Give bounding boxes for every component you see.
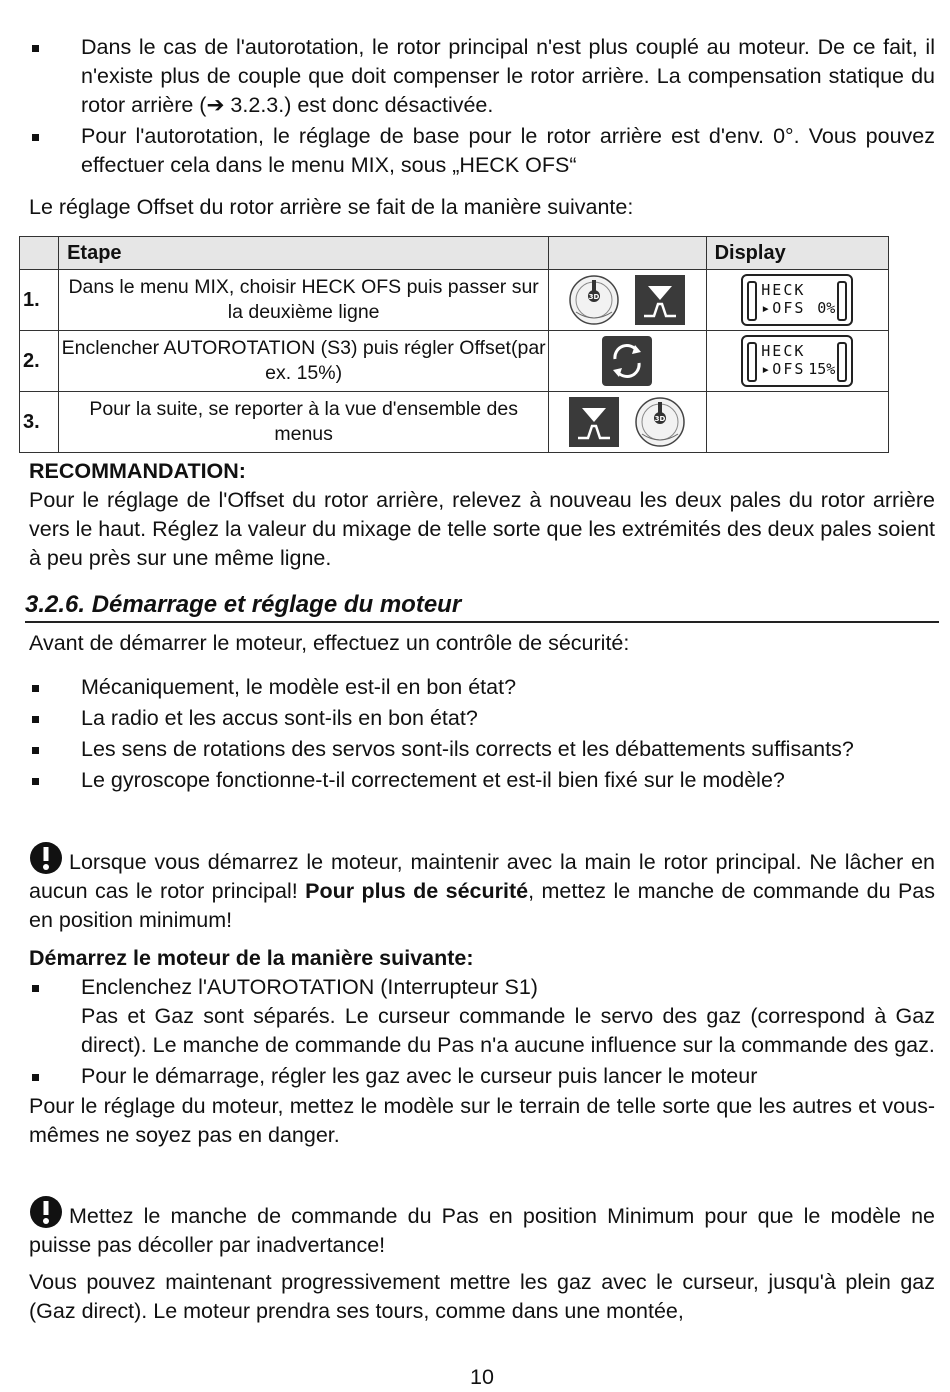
- intro-bullet: Pour l'autorotation, le réglage de base pour le rotor arrière est d'env. 0°. Vous pouvez effectuer cela dans le menu MIX, sous „HECK OFS“: [29, 122, 935, 180]
- svg-text:3D: 3D: [655, 415, 666, 423]
- lcd-line2: ▸OFS: [761, 360, 806, 378]
- start-title: Démarrez le moteur de la manière suivante:: [29, 946, 474, 970]
- warning-paragraph: Mettez le manche de commande du Pas en position Minimum pour que le modèle ne puisse pas décoller par inadvertance!: [29, 1195, 935, 1260]
- list-item: Enclenchez l'AUTOROTATION (Interrupteur S1): [29, 973, 935, 1002]
- display-cell: [706, 270, 888, 331]
- step-number: 3.: [20, 392, 59, 453]
- step-icons: [549, 270, 706, 331]
- display-cell: [706, 331, 888, 392]
- lcd-value: 0%: [817, 299, 836, 317]
- step-text: Enclencher AUTOROTATION (S3) puis régler Offset(par ex. 15%): [59, 331, 549, 392]
- offset-intro: Le réglage Offset du rotor arrière se fait de la manière suivante:: [29, 195, 634, 219]
- recommendation-text: Pour le réglage de l'Offset du rotor arrière, relevez à nouveau les deux pales du rotor arrière vers le haut. Réglez la valeur du mixage de telle sorte que les extrémités des deux pales soient à peu près sur une même ligne.: [29, 488, 935, 570]
- step-number: 2.: [20, 331, 59, 392]
- table-header-num: [20, 237, 59, 270]
- final-paragraph: Vous pouvez maintenant progressivement mettre les gaz avec le curseur, jusqu'à plein gaz (Gaz direct). Le moteur prendra ses tours, comme dans une montée,: [29, 1270, 935, 1323]
- adjust-text: Pour le réglage du moteur, mettez le modèle sur le terrain de telle sorte que les autres et vous-mêmes ne soyez pas en danger.: [29, 1094, 935, 1147]
- list-item: Pour le démarrage, régler les gaz avec le curseur puis lancer le moteur: [29, 1062, 935, 1091]
- table-header-icons: [549, 237, 706, 270]
- table-row: [20, 331, 889, 392]
- offset-table: [19, 236, 889, 453]
- section-intro: Avant de démarrer le moteur, effectuez un contrôle de sécurité:: [29, 631, 630, 655]
- 3d-knob-icon: [634, 396, 686, 448]
- section-heading: 3.2.6. Démarrage et réglage du moteur: [25, 591, 462, 618]
- warning-paragraph: Lorsque vous démarrez le moteur, maintenir avec la main le rotor principal. Ne lâcher en aucun cas le rotor principal! Pour plus de sécurité, mettez le manche de commande du Pas en position minimum!: [29, 841, 935, 935]
- step-number: 1.: [20, 270, 59, 331]
- table-header-display: Display: [706, 237, 888, 270]
- recommendation-title: RECOMMANDATION:: [29, 459, 246, 483]
- lcd-value: 15%: [808, 360, 836, 378]
- pitch-curve-icon: [634, 274, 686, 326]
- table-row: [20, 392, 889, 453]
- lcd-line2: ▸OFS: [761, 299, 806, 317]
- table-row: [20, 270, 889, 331]
- list-item: Les sens de rotations des servos sont-ils corrects et les débattements suffisants?: [29, 735, 935, 764]
- list-item: La radio et les accus sont-ils en bon état?: [29, 704, 935, 733]
- svg-text:3D: 3D: [589, 293, 600, 301]
- lcd-line1: HECK: [761, 342, 806, 360]
- step-icons: [549, 331, 706, 392]
- display-cell: [706, 392, 888, 453]
- autorotation-switch-icon: [601, 335, 653, 387]
- lcd-line1: HECK: [761, 281, 806, 299]
- pitch-curve-icon: [568, 396, 620, 448]
- lcd-display: [741, 335, 853, 387]
- checklist: [29, 673, 935, 795]
- start-detail: Pas et Gaz sont séparés. Le curseur commande le servo des gaz (correspond à Gaz direct). Le manche de commande du Pas n'a aucune influence sur la commande des gaz.: [81, 1004, 935, 1057]
- warning-icon: [29, 841, 63, 875]
- page-number: 10: [470, 1365, 494, 1389]
- lcd-display: [741, 274, 853, 326]
- list-item: Le gyroscope fonctionne-t-il correctement et est-il bien fixé sur le modèle?: [29, 766, 935, 795]
- intro-bullet: Dans le cas de l'autorotation, le rotor principal n'est plus couplé au moteur. De ce fait, il n'existe plus de couple que doit compenser le rotor arrière. La compensation statique du rotor arrière (➔ 3.2.3.) est donc désactivée.: [29, 33, 935, 120]
- 3d-knob-icon: [568, 274, 620, 326]
- step-icons: [549, 392, 706, 453]
- step-text: Pour la suite, se reporter à la vue d'ensemble des menus: [59, 392, 549, 453]
- step-text: Dans le menu MIX, choisir HECK OFS puis passer sur la deuxième ligne: [59, 270, 549, 331]
- list-item: Mécaniquement, le modèle est-il en bon état?: [29, 673, 935, 702]
- table-header-etape: Etape: [59, 237, 549, 270]
- warning-icon: [29, 1195, 63, 1229]
